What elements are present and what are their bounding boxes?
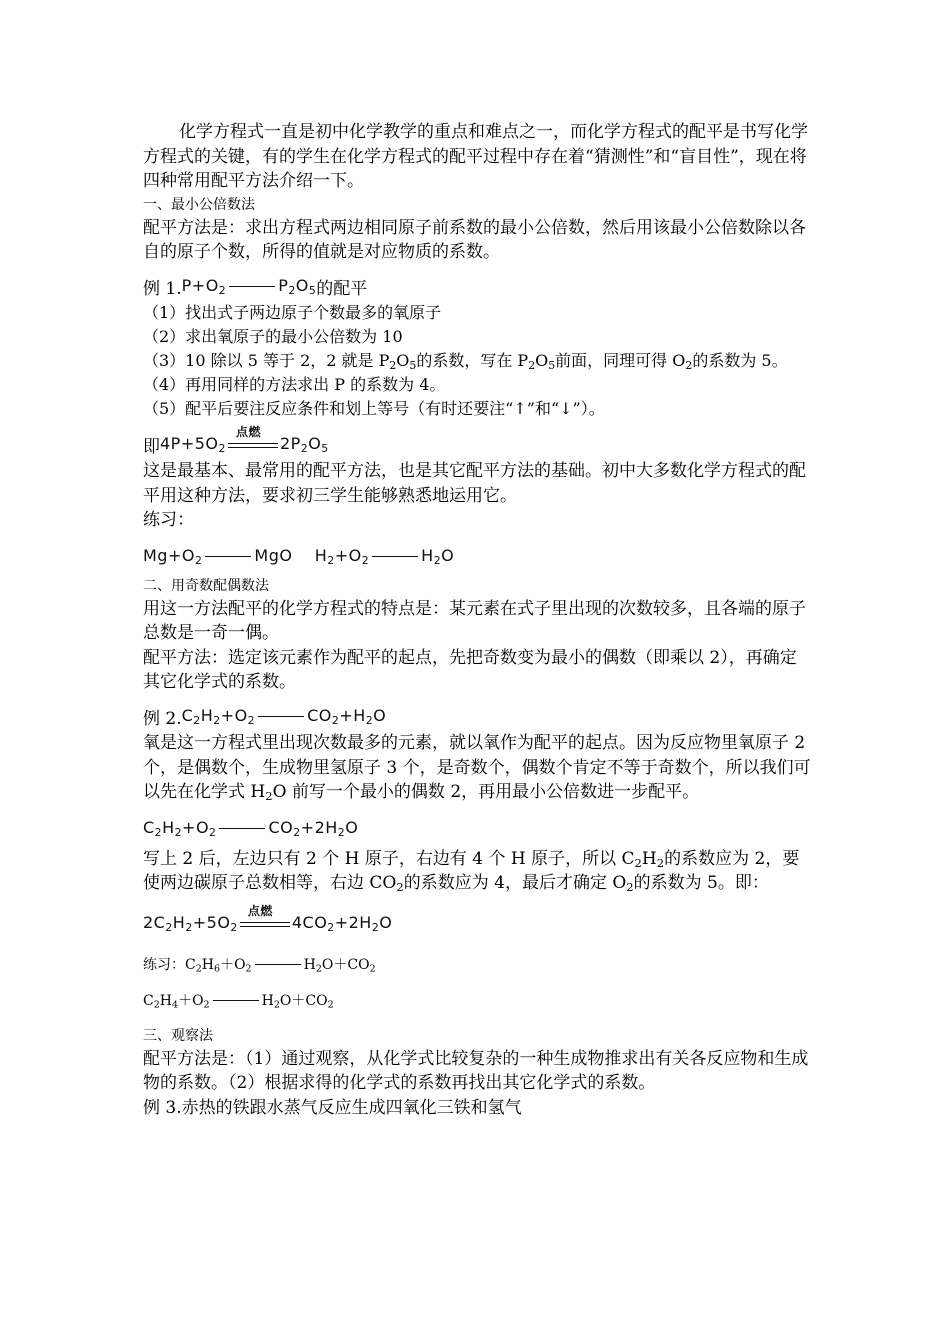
- step1: （1）找出式子两边原子个数最多的氧原子: [143, 303, 442, 322]
- practice2-line1: 练习：$C_2H_6+O_2$ $H_2O+CO_2$: [143, 956, 376, 975]
- balanced-equation-2: $2C_2H_2+5O_2$ 点燃 $4CO_2+2H_2O$: [143, 903, 393, 934]
- step5: （5）配平后要注反应条件和划上等号（有时还要注“↑”和“↓”）。: [143, 399, 605, 418]
- example1-equation: $P+O_2$ $P_2O_5$: [181, 276, 317, 298]
- section1-heading: 一、最小公倍数法: [143, 196, 255, 213]
- intro-paragraph: 化学方程式一直是初中化学教学的重点和难点之一，而化学方程式的配平是书写化学方程式的关键，有的学生在化学方程式的配平过程中存在着“猜测性”和“盲目性”，现在将四种常用配平方法介绍一下。: [143, 122, 808, 191]
- practice2-line2: $C_2H_4+O_2$ $H_2O+CO_2$: [143, 992, 334, 1011]
- section3-heading: 三、观察法: [143, 1027, 213, 1044]
- section2-explanation: 氧是这一方程式里出现次数最多的元素，就以氧作为配平的起点。因为反应物里氧原子 2 个，是偶数个，生成物里氢原子 3 个，是奇数个，偶数个肯定不等于奇数个，所以我们可以先在化学式 $H_2O$ 前写一个最小的偶数 2，再用最小公倍数进一步配平。: [143, 733, 811, 804]
- section2-heading: 二、用奇数配偶数法: [143, 577, 269, 594]
- example1-line: 例 1. $P+O_2$ $P_2O_5$ 的配平: [143, 276, 368, 299]
- section3-method: 配平方法是：（1）通过观察，从化学式比较复杂的一种生成物推求出有关各反应物和生成物的系数。（2）根据求得的化学式的系数再找出其它化学式的系数。: [143, 1048, 809, 1093]
- section1-note: 这是最基本、最常用的配平方法，也是其它配平方法的基础。初中大多数化学方程式的配平用这种方法，要求初三学生能够熟悉地运用它。: [143, 461, 806, 506]
- section2-after: 写上 2 后，左边只有 2 个 H 原子，右边有 4 个 H 原子，所以 $C_2H_2$的系数应为 2，要使两边碳原子总数相等，右边 $CO_2$的系数应为 4，最后才确定 $O_2$的系数为 5。即：: [143, 848, 800, 895]
- step4: （4）再用同样的方法求出 P 的系数为 4。: [143, 375, 446, 394]
- example3: 例 3.赤热的铁跟水蒸气反应生成四氧化三铁和氢气: [143, 1097, 522, 1118]
- document-page: [143, 120, 813, 1120]
- example2-line: 例 2. $C_2H_2+O_2$ $CO_2+H_2O$: [143, 706, 387, 729]
- partial-balanced-equation: $C_2H_2+O_2$ $CO_2+2H_2O$: [143, 818, 359, 840]
- example2-equation: $C_2H_2+O_2$ $CO_2+H_2O$: [181, 706, 387, 728]
- section1-method: 配平方法是：求出方程式两边相同原子前系数的最小公倍数，然后用该最小公倍数除以各自的原子个数，所得的值就是对应物质的系数。: [143, 217, 806, 262]
- section1-practice-label: 练习：: [143, 510, 194, 530]
- balanced-equation-1: $4P+5O_2$ 点燃 $2P_2O_5$: [160, 425, 329, 456]
- section2-method: 配平方法：选定该元素作为配平的起点，先把奇数变为最小的偶数（即乘以 2），再确定其它化学式的系数。: [143, 647, 797, 692]
- practice1-equations: $Mg+O_2$ MgO $H_2+O_2$ $H_2O$: [143, 546, 455, 568]
- step2: （2）求出氧原子的最小公倍数为 10: [143, 327, 403, 346]
- section2-feature: 用这一方法配平的化学方程式的特点是：某元素在式子里出现的次数较多，且各端的原子总数是一奇一偶。: [143, 598, 806, 643]
- step3: （3）10 除以 5 等于 2，2 就是 $P_2O_5$的系数，写在 $P_2O_5$前面，同理可得 $O_2$的系数为 5。: [143, 351, 788, 373]
- balanced-eq1-line: 即 $4P+5O_2$ 点燃 $2P_2O_5$: [143, 425, 329, 457]
